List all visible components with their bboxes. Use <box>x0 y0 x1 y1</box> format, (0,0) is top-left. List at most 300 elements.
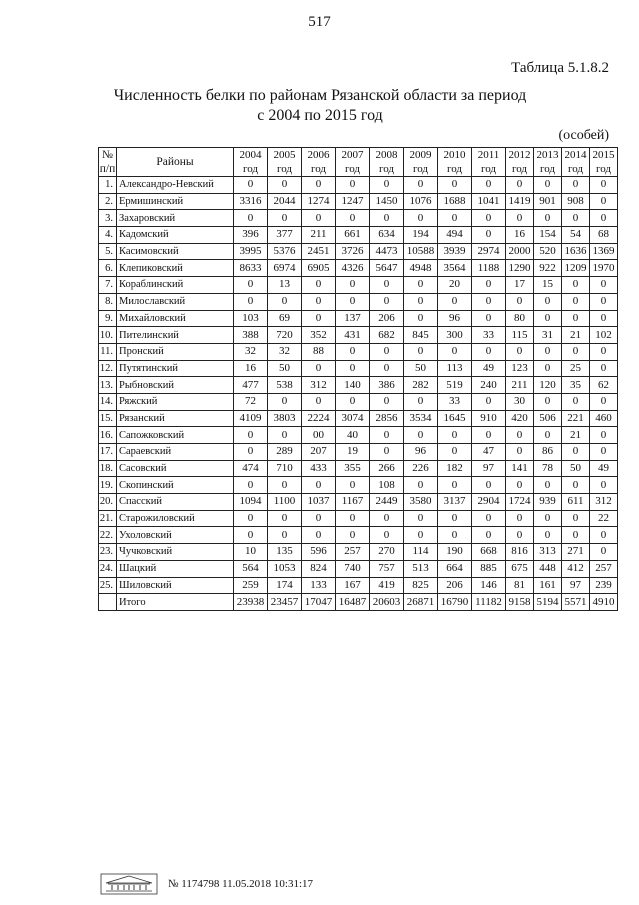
year-value-cell: 3074 <box>336 410 370 427</box>
year-value-cell: 0 <box>562 477 590 494</box>
year-value-cell: 0 <box>370 277 404 294</box>
year-value-cell: 13 <box>268 277 302 294</box>
district-name: Шацкий <box>117 560 234 577</box>
year-value-cell: 0 <box>472 393 506 410</box>
year-value-cell: 1094 <box>234 494 268 511</box>
year-value-cell: 386 <box>370 377 404 394</box>
year-value-cell: 0 <box>336 293 370 310</box>
year-value-cell: 0 <box>506 177 534 194</box>
year-value-cell: 0 <box>404 210 438 227</box>
row-number: 8. <box>99 293 117 310</box>
table-label: Таблица 5.1.8.2 <box>511 60 609 76</box>
year-value-cell: 0 <box>472 210 506 227</box>
year-value-cell: 190 <box>438 544 472 561</box>
table-row <box>99 210 618 227</box>
year-value-cell: 1724 <box>506 494 534 511</box>
year-value-cell: 206 <box>370 310 404 327</box>
year-value-cell: 1076 <box>404 193 438 210</box>
year-value-cell: 3564 <box>438 260 472 277</box>
year-value-cell: 596 <box>302 544 336 561</box>
year-value-cell: 69 <box>268 310 302 327</box>
district-name: Рыбновский <box>117 377 234 394</box>
year-value-cell: 1419 <box>506 193 534 210</box>
district-name: Сасовский <box>117 460 234 477</box>
header-year: 2008 год <box>370 148 404 177</box>
year-value-cell: 0 <box>302 310 336 327</box>
year-value-cell: 32 <box>268 343 302 360</box>
table-row <box>99 560 618 577</box>
government-building-seal-icon <box>100 873 158 895</box>
year-value-cell: 40 <box>336 427 370 444</box>
year-value-cell: 1037 <box>302 494 336 511</box>
header-year: 2005 год <box>268 148 302 177</box>
year-value-cell: 312 <box>590 494 618 511</box>
year-value-cell: 8633 <box>234 260 268 277</box>
year-value-cell: 664 <box>438 560 472 577</box>
year-value-cell: 922 <box>534 260 562 277</box>
district-name: Захаровский <box>117 210 234 227</box>
year-value-cell: 0 <box>590 444 618 461</box>
year-value-cell: 0 <box>562 177 590 194</box>
total-value-cell: 23938 <box>234 594 268 611</box>
year-value-cell: 137 <box>336 310 370 327</box>
year-value-cell: 3726 <box>336 243 370 260</box>
year-value-cell: 0 <box>404 310 438 327</box>
year-value-cell: 1450 <box>370 193 404 210</box>
year-value-cell: 1645 <box>438 410 472 427</box>
table-row <box>99 377 618 394</box>
year-value-cell: 0 <box>472 527 506 544</box>
year-value-cell: 0 <box>302 293 336 310</box>
year-value-cell: 0 <box>336 177 370 194</box>
year-value-cell: 270 <box>370 544 404 561</box>
row-number: 14. <box>99 393 117 410</box>
year-value-cell: 0 <box>234 444 268 461</box>
unit-note: (особей) <box>558 128 609 143</box>
row-number: 19. <box>99 477 117 494</box>
year-value-cell: 0 <box>590 544 618 561</box>
year-value-cell: 4473 <box>370 243 404 260</box>
row-number: 25. <box>99 577 117 594</box>
year-value-cell: 47 <box>472 444 506 461</box>
year-value-cell: 355 <box>336 460 370 477</box>
year-value-cell: 412 <box>562 560 590 577</box>
total-value-cell: 16790 <box>438 594 472 611</box>
table-row <box>99 243 618 260</box>
year-value-cell: 0 <box>472 293 506 310</box>
year-value-cell: 0 <box>562 210 590 227</box>
year-value-cell: 0 <box>438 293 472 310</box>
district-name: Скопинский <box>117 477 234 494</box>
total-value-cell: 5194 <box>534 594 562 611</box>
year-value-cell: 49 <box>590 460 618 477</box>
row-number: 20. <box>99 494 117 511</box>
year-value-cell: 1369 <box>590 243 618 260</box>
year-value-cell: 300 <box>438 327 472 344</box>
year-value-cell: 0 <box>404 393 438 410</box>
header-district: Районы <box>117 148 234 177</box>
year-value-cell: 1209 <box>562 260 590 277</box>
year-value-cell: 2044 <box>268 193 302 210</box>
row-number: 24. <box>99 560 117 577</box>
year-value-cell: 108 <box>370 477 404 494</box>
year-value-cell: 0 <box>336 393 370 410</box>
year-value-cell: 115 <box>506 327 534 344</box>
year-value-cell: 22 <box>590 510 618 527</box>
total-value-cell: 4910 <box>590 594 618 611</box>
year-value-cell: 0 <box>534 527 562 544</box>
year-value-cell: 0 <box>234 210 268 227</box>
header-number: № п/п <box>99 149 116 175</box>
year-value-cell: 0 <box>302 177 336 194</box>
year-value-cell: 494 <box>438 227 472 244</box>
year-value-cell: 20 <box>438 277 472 294</box>
year-value-cell: 1167 <box>336 494 370 511</box>
year-value-cell: 0 <box>562 310 590 327</box>
row-number: 23. <box>99 544 117 561</box>
year-value-cell: 0 <box>590 360 618 377</box>
year-value-cell: 0 <box>336 477 370 494</box>
year-value-cell: 3939 <box>438 243 472 260</box>
year-value-cell: 88 <box>302 343 336 360</box>
year-value-cell: 0 <box>336 277 370 294</box>
year-value-cell: 211 <box>506 377 534 394</box>
row-number: 22. <box>99 527 117 544</box>
year-value-cell: 240 <box>472 377 506 394</box>
row-number: 7. <box>99 277 117 294</box>
year-value-cell: 0 <box>234 277 268 294</box>
total-value-cell: 11182 <box>472 594 506 611</box>
year-value-cell: 0 <box>370 210 404 227</box>
year-value-cell: 352 <box>302 327 336 344</box>
district-name: Кадомский <box>117 227 234 244</box>
year-value-cell: 908 <box>562 193 590 210</box>
year-value-cell: 668 <box>472 544 506 561</box>
year-value-cell: 2224 <box>302 410 336 427</box>
year-value-cell: 2000 <box>506 243 534 260</box>
year-value-cell: 289 <box>268 444 302 461</box>
year-value-cell: 0 <box>472 177 506 194</box>
year-value-cell: 194 <box>404 227 438 244</box>
year-value-cell: 120 <box>534 377 562 394</box>
year-value-cell: 0 <box>234 527 268 544</box>
table-row <box>99 494 618 511</box>
year-value-cell: 520 <box>534 243 562 260</box>
year-value-cell: 611 <box>562 494 590 511</box>
year-value-cell: 97 <box>562 577 590 594</box>
year-value-cell: 0 <box>336 343 370 360</box>
year-value-cell: 1636 <box>562 243 590 260</box>
year-value-cell: 17 <box>506 277 534 294</box>
table-row <box>99 343 618 360</box>
year-value-cell: 207 <box>302 444 336 461</box>
document-title <box>40 86 600 126</box>
year-value-cell: 0 <box>234 427 268 444</box>
year-value-cell: 133 <box>302 577 336 594</box>
year-value-cell: 634 <box>370 227 404 244</box>
year-value-cell: 0 <box>506 427 534 444</box>
year-value-cell: 33 <box>438 393 472 410</box>
year-value-cell: 0 <box>472 427 506 444</box>
year-value-cell: 182 <box>438 460 472 477</box>
year-value-cell: 2856 <box>370 410 404 427</box>
year-value-cell: 239 <box>590 577 618 594</box>
year-value-cell: 0 <box>534 177 562 194</box>
year-value-cell: 0 <box>438 427 472 444</box>
year-value-cell: 96 <box>404 444 438 461</box>
row-number: 18. <box>99 460 117 477</box>
year-value-cell: 0 <box>534 343 562 360</box>
table-row <box>99 260 618 277</box>
year-value-cell: 00 <box>302 427 336 444</box>
row-number: 9. <box>99 310 117 327</box>
year-value-cell: 0 <box>506 510 534 527</box>
year-value-cell: 4948 <box>404 260 438 277</box>
year-value-cell: 1247 <box>336 193 370 210</box>
year-value-cell: 257 <box>336 544 370 561</box>
year-value-cell: 0 <box>534 310 562 327</box>
year-value-cell: 21 <box>562 327 590 344</box>
year-value-cell: 0 <box>534 360 562 377</box>
district-name: Кораблинский <box>117 277 234 294</box>
year-value-cell: 0 <box>590 527 618 544</box>
year-value-cell: 6905 <box>302 260 336 277</box>
year-value-cell: 0 <box>534 477 562 494</box>
year-value-cell: 0 <box>562 510 590 527</box>
table-row <box>99 427 618 444</box>
year-value-cell: 0 <box>404 343 438 360</box>
year-value-cell: 0 <box>404 477 438 494</box>
year-value-cell: 939 <box>534 494 562 511</box>
year-value-cell: 0 <box>268 510 302 527</box>
row-number: 2. <box>99 193 117 210</box>
year-value-cell: 910 <box>472 410 506 427</box>
year-value-cell: 0 <box>370 293 404 310</box>
year-value-cell: 0 <box>438 343 472 360</box>
year-value-cell: 0 <box>302 510 336 527</box>
year-value-cell: 0 <box>370 510 404 527</box>
year-value-cell: 102 <box>590 327 618 344</box>
year-value-cell: 0 <box>438 177 472 194</box>
year-value-cell: 0 <box>404 277 438 294</box>
year-value-cell: 16 <box>234 360 268 377</box>
year-value-cell: 0 <box>336 510 370 527</box>
year-value-cell: 757 <box>370 560 404 577</box>
year-value-cell: 0 <box>370 343 404 360</box>
year-value-cell: 161 <box>534 577 562 594</box>
year-value-cell: 0 <box>268 210 302 227</box>
year-value-cell: 0 <box>590 427 618 444</box>
year-value-cell: 0 <box>404 293 438 310</box>
year-value-cell: 0 <box>370 427 404 444</box>
year-value-cell: 0 <box>370 393 404 410</box>
year-value-cell: 0 <box>234 477 268 494</box>
year-value-cell: 80 <box>506 310 534 327</box>
year-value-cell: 31 <box>534 327 562 344</box>
year-value-cell: 474 <box>234 460 268 477</box>
row-number: 4. <box>99 227 117 244</box>
year-value-cell: 174 <box>268 577 302 594</box>
year-value-cell: 1274 <box>302 193 336 210</box>
district-name: Сараевский <box>117 444 234 461</box>
table-row <box>99 310 618 327</box>
year-value-cell: 154 <box>534 227 562 244</box>
year-value-cell: 0 <box>472 227 506 244</box>
year-value-cell: 0 <box>562 393 590 410</box>
year-value-cell: 96 <box>438 310 472 327</box>
year-value-cell: 519 <box>438 377 472 394</box>
year-value-cell: 720 <box>268 327 302 344</box>
year-value-cell: 0 <box>472 510 506 527</box>
title-line-2: с 2004 по 2015 год <box>257 107 383 124</box>
year-value-cell: 21 <box>562 427 590 444</box>
year-value-cell: 0 <box>234 510 268 527</box>
header-year: 2010 год <box>438 148 472 177</box>
year-value-cell: 901 <box>534 193 562 210</box>
year-value-cell: 0 <box>302 210 336 227</box>
year-value-cell: 2974 <box>472 243 506 260</box>
table-row <box>99 527 618 544</box>
table-row <box>99 444 618 461</box>
year-value-cell: 825 <box>404 577 438 594</box>
header-row <box>99 148 618 177</box>
year-value-cell: 448 <box>534 560 562 577</box>
year-value-cell: 682 <box>370 327 404 344</box>
squirrel-population-table <box>98 147 618 611</box>
year-value-cell: 0 <box>336 210 370 227</box>
year-value-cell: 431 <box>336 327 370 344</box>
year-value-cell: 33 <box>472 327 506 344</box>
row-number: 5. <box>99 243 117 260</box>
year-value-cell: 1041 <box>472 193 506 210</box>
year-value-cell: 25 <box>562 360 590 377</box>
year-value-cell: 5376 <box>268 243 302 260</box>
year-value-cell: 0 <box>590 193 618 210</box>
year-value-cell: 0 <box>234 177 268 194</box>
district-name: Чучковский <box>117 544 234 561</box>
table-row <box>99 410 618 427</box>
year-value-cell: 0 <box>562 444 590 461</box>
year-value-cell: 513 <box>404 560 438 577</box>
total-value-cell: 9158 <box>506 594 534 611</box>
year-value-cell: 68 <box>590 227 618 244</box>
year-value-cell: 62 <box>590 377 618 394</box>
year-value-cell: 0 <box>302 477 336 494</box>
year-value-cell: 0 <box>438 210 472 227</box>
page-number: 517 <box>308 14 331 30</box>
year-value-cell: 123 <box>506 360 534 377</box>
year-value-cell: 0 <box>562 527 590 544</box>
total-value-cell: 5571 <box>562 594 590 611</box>
year-value-cell: 0 <box>472 277 506 294</box>
year-value-cell: 0 <box>506 477 534 494</box>
total-value-cell: 26871 <box>404 594 438 611</box>
row-number: 21. <box>99 510 117 527</box>
year-value-cell: 710 <box>268 460 302 477</box>
table-row <box>99 193 618 210</box>
year-value-cell: 0 <box>534 393 562 410</box>
year-value-cell: 2904 <box>472 494 506 511</box>
year-value-cell: 661 <box>336 227 370 244</box>
year-value-cell: 54 <box>562 227 590 244</box>
year-value-cell: 0 <box>506 210 534 227</box>
year-value-cell: 0 <box>590 293 618 310</box>
table-row <box>99 460 618 477</box>
district-name: Милославский <box>117 293 234 310</box>
year-value-cell: 0 <box>506 343 534 360</box>
year-value-cell: 0 <box>590 310 618 327</box>
year-value-cell: 32 <box>234 343 268 360</box>
year-value-cell: 477 <box>234 377 268 394</box>
year-value-cell: 0 <box>506 444 534 461</box>
year-value-cell: 103 <box>234 310 268 327</box>
document-stamp-text: № 1174798 11.05.2018 10:31:17 <box>168 878 314 890</box>
table-row <box>99 544 618 561</box>
year-value-cell: 0 <box>302 277 336 294</box>
district-name: Клепиковский <box>117 260 234 277</box>
year-value-cell: 78 <box>534 460 562 477</box>
table-row <box>99 360 618 377</box>
year-value-cell: 377 <box>268 227 302 244</box>
year-value-cell: 0 <box>268 293 302 310</box>
year-value-cell: 312 <box>302 377 336 394</box>
totals-number-cell <box>99 594 117 611</box>
year-value-cell: 2451 <box>302 243 336 260</box>
year-value-cell: 50 <box>562 460 590 477</box>
year-value-cell: 0 <box>534 210 562 227</box>
year-value-cell: 313 <box>534 544 562 561</box>
year-value-cell: 81 <box>506 577 534 594</box>
year-value-cell: 0 <box>302 393 336 410</box>
year-value-cell: 6974 <box>268 260 302 277</box>
year-value-cell: 0 <box>562 343 590 360</box>
year-value-cell: 49 <box>472 360 506 377</box>
year-value-cell: 0 <box>590 177 618 194</box>
header-year: 2004 год <box>234 148 268 177</box>
year-value-cell: 3580 <box>404 494 438 511</box>
year-value-cell: 1100 <box>268 494 302 511</box>
row-number: 6. <box>99 260 117 277</box>
district-name: Ряжский <box>117 393 234 410</box>
year-value-cell: 0 <box>590 210 618 227</box>
table-row <box>99 277 618 294</box>
year-value-cell: 211 <box>302 227 336 244</box>
year-value-cell: 1688 <box>438 193 472 210</box>
row-number: 3. <box>99 210 117 227</box>
year-value-cell: 282 <box>404 377 438 394</box>
year-value-cell: 0 <box>234 293 268 310</box>
year-value-cell: 885 <box>472 560 506 577</box>
district-name: Рязанский <box>117 410 234 427</box>
header-year: 2015 год <box>590 148 618 177</box>
year-value-cell: 140 <box>336 377 370 394</box>
year-value-cell: 3137 <box>438 494 472 511</box>
year-value-cell: 0 <box>562 293 590 310</box>
district-name: Путятинский <box>117 360 234 377</box>
year-value-cell: 3803 <box>268 410 302 427</box>
year-value-cell: 0 <box>268 427 302 444</box>
year-value-cell: 0 <box>404 177 438 194</box>
header-year: 2007 год <box>336 148 370 177</box>
totals-label: Итого <box>117 594 234 611</box>
year-value-cell: 845 <box>404 327 438 344</box>
year-value-cell: 0 <box>472 310 506 327</box>
year-value-cell: 257 <box>590 560 618 577</box>
table-row <box>99 393 618 410</box>
year-value-cell: 206 <box>438 577 472 594</box>
year-value-cell: 19 <box>336 444 370 461</box>
year-value-cell: 2449 <box>370 494 404 511</box>
